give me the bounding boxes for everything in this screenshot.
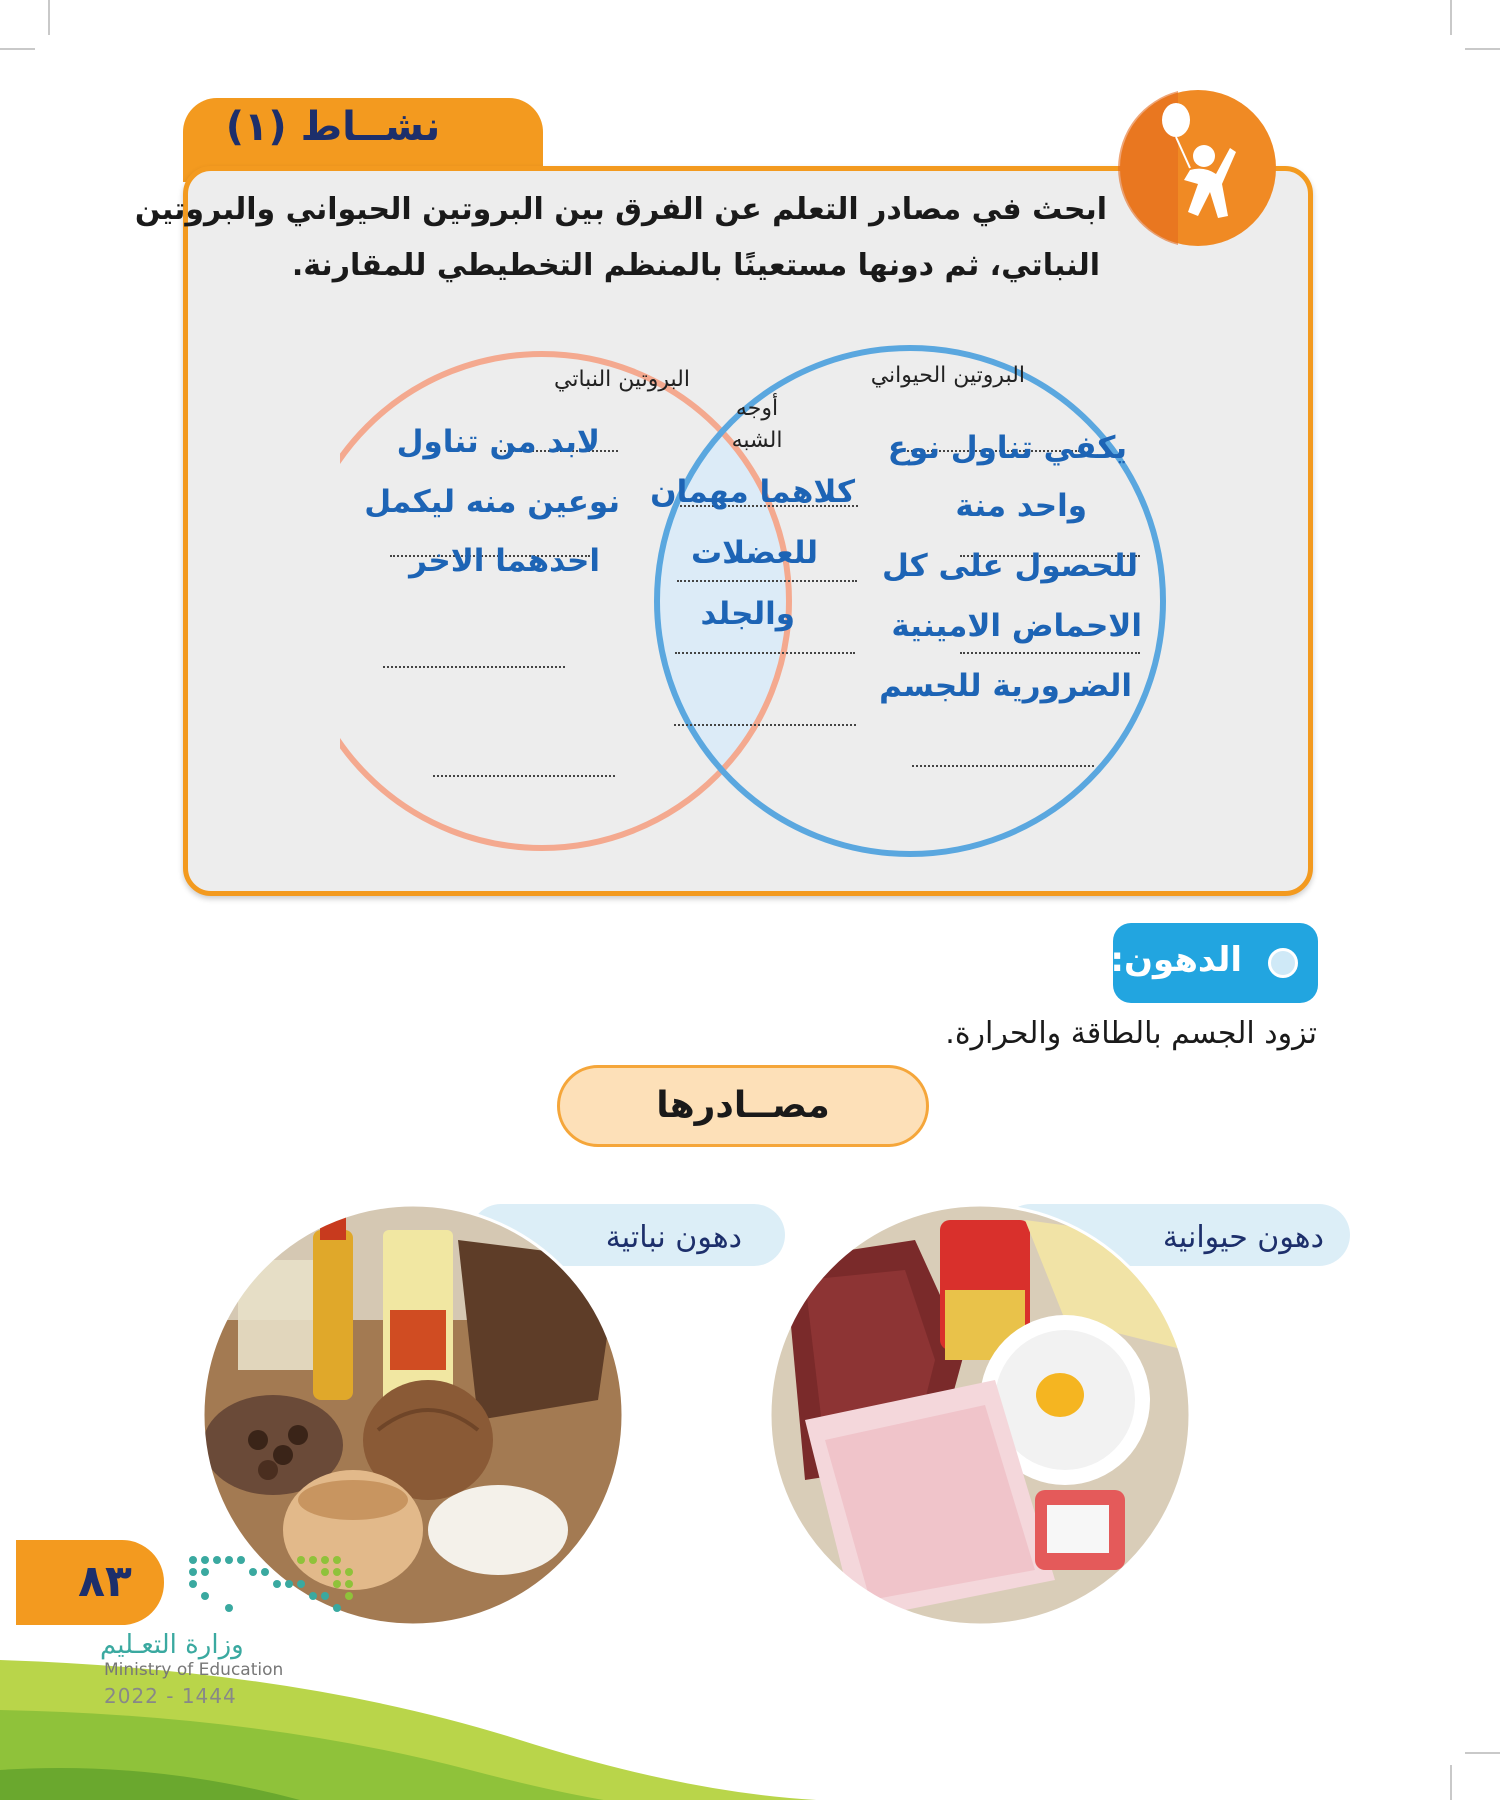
animal-protein-label: البروتين الحيواني — [870, 363, 1025, 388]
crop-mark — [0, 48, 35, 50]
plant-answer-line — [433, 775, 615, 777]
plant-fats-label: دهون نباتية — [605, 1220, 742, 1255]
similar-answer-line-2: للعضلات — [690, 535, 818, 571]
plant-answer-line-1: لابد من تناول — [396, 424, 600, 460]
animal-answer-line-2: واحد منة — [955, 488, 1087, 524]
crop-mark — [48, 0, 50, 35]
ministry-name-english: Ministry of Education — [104, 1660, 284, 1680]
plant-protein-label: البروتين النباتي — [554, 367, 690, 392]
ministry-year: 2022 - 1444 — [104, 1684, 237, 1708]
fats-title: الدهون: — [1110, 940, 1242, 980]
activity-icon — [1118, 88, 1278, 248]
plant-answer-line-2: نوعين منه ليكمل — [364, 484, 620, 520]
similar-answer-line — [677, 580, 857, 582]
similar-answer-line — [675, 652, 855, 654]
animal-answer-line-1: يكفي تناول نوع — [887, 430, 1127, 466]
activity-title: نشــاط (١) — [225, 104, 441, 150]
animal-answer-line-5: الضرورية للجسم — [879, 668, 1132, 704]
crop-mark — [1450, 1765, 1452, 1800]
crop-mark — [1465, 1752, 1500, 1754]
similarities-label-line2: الشبه — [731, 428, 783, 453]
similar-answer-line — [674, 724, 856, 726]
plant-answer-line — [383, 666, 565, 668]
animal-answer-line — [960, 652, 1140, 654]
instruction-line-1: ابحث في مصادر التعلم عن الفرق بين البروتين الحيواني والبروتين — [134, 192, 1107, 227]
similar-answer-line-3: والجلد — [700, 596, 795, 632]
ministry-name-arabic: وزارة التعـليم — [100, 1630, 244, 1660]
bullet-icon — [1268, 948, 1298, 978]
similarities-label-line1: أوجه — [735, 396, 779, 421]
animal-answer-line-4: الاحماض الامينية — [891, 608, 1142, 644]
page-number: ٨٣ — [78, 1556, 132, 1607]
ministry-logo-icon — [185, 1552, 355, 1618]
animal-fats-label: دهون حيوانية — [1162, 1220, 1324, 1255]
crop-mark — [1465, 48, 1500, 50]
animal-answer-line-3: للحصول على كل — [882, 548, 1138, 584]
plant-answer-line-3: احدهما الاخر — [409, 543, 600, 579]
crop-mark — [1450, 0, 1452, 35]
sources-label: مصــادرها — [656, 1085, 830, 1126]
similar-answer-line-1: كلاهما مهمان — [650, 474, 855, 510]
instruction-line-2: النباتي، ثم دونها مستعينًا بالمنظم التخطيطي للمقارنة. — [291, 248, 1100, 283]
animal-answer-line — [912, 765, 1094, 767]
fats-description: تزود الجسم بالطاقة والحرارة. — [945, 1016, 1317, 1051]
